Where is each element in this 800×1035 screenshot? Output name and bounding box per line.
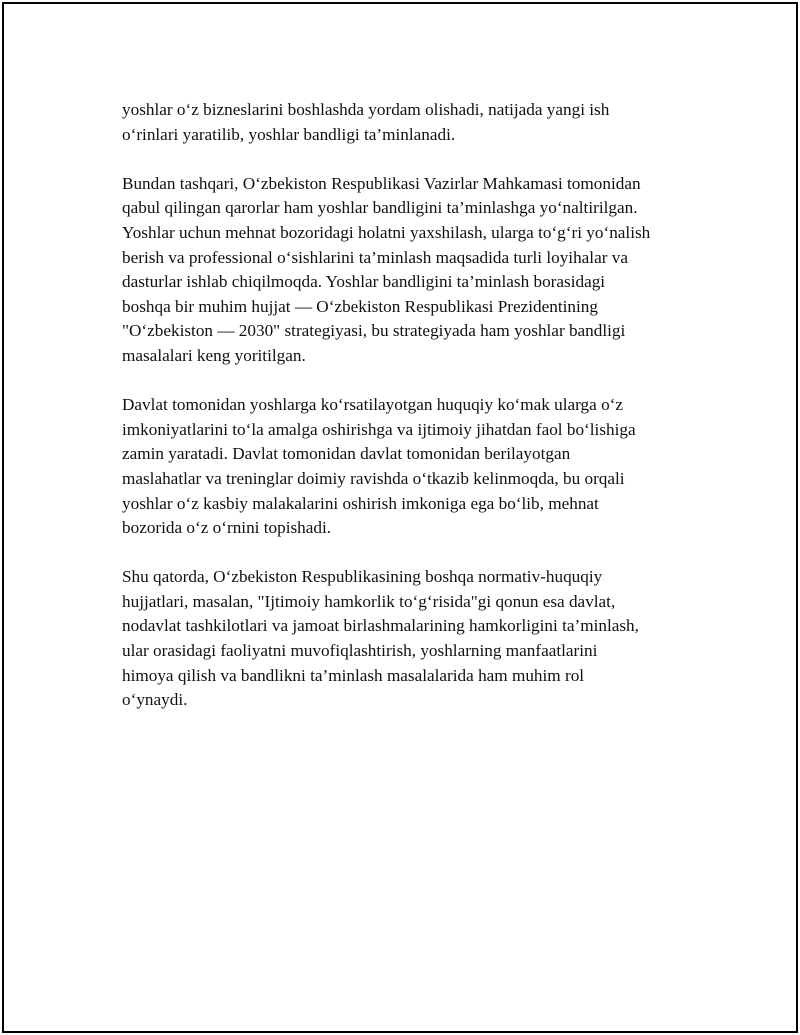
text-line: yoshlar o‘z kasbiy malakalarini oshirish imkoniga ega bo‘lib, mehnat (122, 493, 599, 513)
text-line: qabul qilingan qarorlar ham yoshlar bandligini ta’minlashga yo‘naltirilgan. (122, 198, 638, 218)
text-line: Shu qatorda, O‘zbekiston Respublikasining boshqa normativ-huquqiy (122, 567, 603, 587)
text-line: nodavlat tashkilotlari va jamoat birlashmalarining hamkorligini ta’minlash, (122, 616, 639, 636)
text-line: himoya qilish va bandlikni ta’minlash masalalarida ham muhim rol (122, 665, 585, 685)
text-line: o‘rinlari yaratilib, yoshlar bandligi ta’minlanadi. (122, 124, 456, 144)
text-line: masalalari keng yoritilgan. (122, 345, 306, 365)
text-line: "O‘zbekiston — 2030" strategiyasi, bu strategiyada ham yoshlar bandligi (122, 321, 626, 341)
text-line: boshqa bir muhim hujjat — O‘zbekiston Respublikasi Prezidentining (122, 296, 598, 316)
paragraph-1 (122, 98, 702, 147)
text-line: yoshlar o‘z bizneslarini boshlashda yordam olishadi, natijada yangi ish (122, 100, 610, 119)
text-line: berish va professional o‘sishlarini ta’minlash maqsadida turli loyihalar va (122, 247, 628, 267)
text-line: o‘ynaydi. (122, 690, 188, 710)
paragraph-3 (122, 393, 702, 541)
text-line: dasturlar ishlab chiqilmoqda. Yoshlar bandligini ta’minlash borasidagi (122, 272, 606, 292)
text-line: imkoniyatlarini to‘la amalga oshirishga va ijtimoiy jihatdan faol bo‘lishiga (122, 419, 636, 439)
text-line: hujjatlari, masalan, "Ijtimoiy hamkorlik to‘g‘risida"gi qonun esa davlat, (122, 591, 616, 611)
text-line: zamin yaratadi. Davlat tomonidan davlat tomonidan berilayotgan (122, 444, 571, 464)
document-body (122, 98, 702, 737)
text-line: Bundan tashqari, O‘zbekiston Respublikasi Vazirlar Mahkamasi tomonidan (122, 173, 641, 193)
paragraph-4 (122, 565, 702, 713)
text-line: ular orasidagi faoliyatni muvofiqlashtirish, yoshlarning manfaatlarini (122, 641, 598, 661)
paragraph-2 (122, 172, 702, 369)
text-line: bozorida o‘z o‘rnini topishadi. (122, 518, 332, 538)
page-frame (2, 2, 798, 1033)
text-line: Davlat tomonidan yoshlarga ko‘rsatilayotgan huquqiy ko‘mak ularga o‘z (122, 395, 624, 415)
text-line: Yoshlar uchun mehnat bozoridagi holatni yaxshilash, ularga to‘g‘ri yo‘nalish (122, 222, 651, 242)
text-line: maslahatlar va treninglar doimiy ravishda o‘tkazib kelinmoqda, bu orqali (122, 468, 625, 488)
